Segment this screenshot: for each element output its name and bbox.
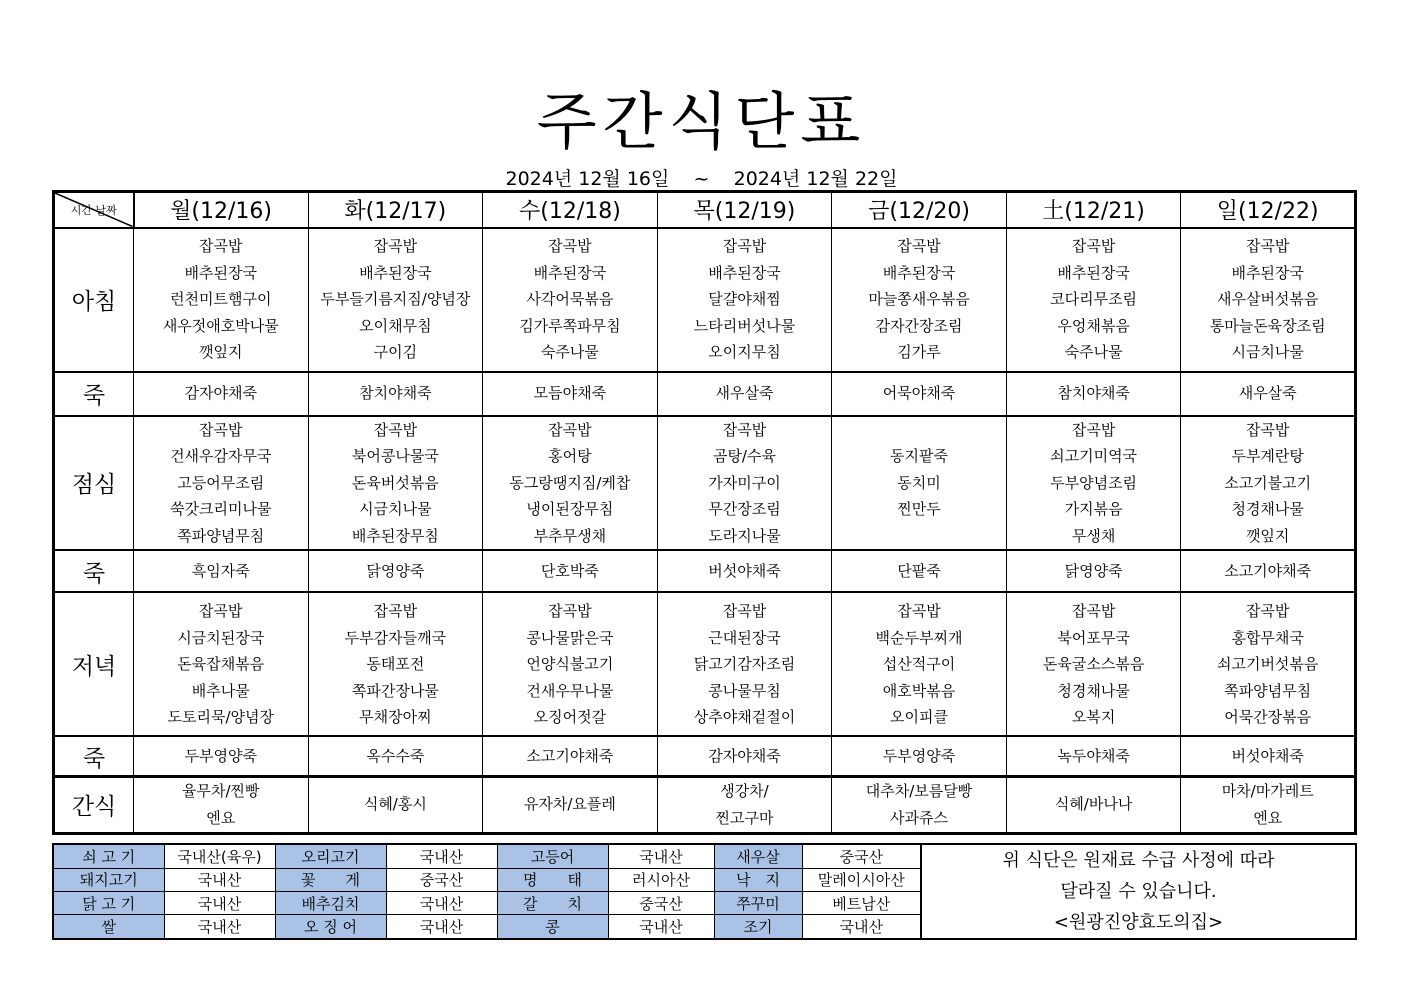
meal-label: 죽 bbox=[54, 550, 134, 592]
menu-cell bbox=[832, 592, 1007, 736]
menu-item: 오징어젓갈 bbox=[533, 708, 607, 727]
origin-value: 베트남산 bbox=[802, 891, 921, 914]
menu-item: 잡곡밥 bbox=[199, 420, 243, 439]
menu-item: 배추된장무침 bbox=[351, 526, 439, 545]
menu-cell: 새우살죽 bbox=[1181, 372, 1356, 416]
menu-cell bbox=[134, 776, 309, 833]
origin-label: 고등어 bbox=[497, 844, 608, 868]
menu-item: 숙주나물 bbox=[540, 343, 599, 362]
menu-cell: 버섯야채죽 bbox=[1181, 736, 1356, 776]
menu-item: 쪽파양념무침 bbox=[1224, 681, 1312, 700]
origin-value: 중국산 bbox=[802, 844, 921, 868]
origin-label: 쇠 고 기 bbox=[53, 844, 164, 868]
menu-item: 무생채 bbox=[1071, 526, 1116, 545]
origin-value: 국내산 bbox=[386, 891, 497, 914]
menu-item: 애호박볶음 bbox=[882, 681, 956, 700]
menu-item: 배추나물 bbox=[191, 681, 250, 700]
menu-cell bbox=[832, 776, 1007, 833]
menu-item: 대추차/보름달빵 bbox=[865, 781, 973, 800]
menu-cell: 감자야채죽 bbox=[657, 736, 832, 776]
menu-cell: 새우살죽 bbox=[657, 372, 832, 416]
menu-cell: 옥수수죽 bbox=[308, 736, 483, 776]
menu-cell bbox=[1181, 416, 1356, 551]
menu-item: 두부계란탕 bbox=[1231, 447, 1304, 466]
menu-cell: 흑임자죽 bbox=[134, 550, 309, 592]
menu-item: 가지볶음 bbox=[1064, 500, 1123, 519]
menu-item: 동그랑땡지짐/케찹 bbox=[509, 473, 631, 492]
menu-item: 달걀야채찜 bbox=[708, 290, 781, 309]
menu-item: 유자차/요플레 bbox=[523, 795, 616, 814]
menu-item: 잡곡밥 bbox=[722, 237, 767, 256]
menu-item: 두부들기름지짐/양념장 bbox=[320, 290, 471, 309]
menu-item: 잡곡밥 bbox=[897, 601, 941, 620]
menu-item: 가자미구이 bbox=[708, 473, 781, 492]
menu-cell bbox=[1181, 592, 1356, 736]
meal-label: 점심 bbox=[54, 416, 134, 551]
menu-cell bbox=[1006, 228, 1181, 372]
menu-item: 식혜/홍시 bbox=[363, 795, 427, 814]
menu-item: 잡곡밥 bbox=[1071, 420, 1116, 439]
menu-item: 도라지나물 bbox=[708, 526, 781, 545]
origin-label: 꽃 게 bbox=[275, 868, 386, 891]
menu-item: 부추무생채 bbox=[533, 526, 607, 545]
menu-item: 잡곡밥 bbox=[897, 237, 941, 256]
origin-row bbox=[53, 844, 1356, 868]
menu-item: 감자간장조림 bbox=[875, 316, 963, 335]
origin-table bbox=[52, 843, 1357, 940]
menu-cell: 모듬야채죽 bbox=[483, 372, 658, 416]
origin-value: 중국산 bbox=[386, 868, 497, 891]
menu-item: 콩나물무침 bbox=[708, 681, 781, 700]
menu-item: 배추된장국 bbox=[1231, 263, 1304, 282]
menu-item: 잡곡밥 bbox=[199, 601, 243, 620]
origin-label: 닭 고 기 bbox=[53, 891, 164, 914]
menu-item: 도토리묵/양념장 bbox=[167, 708, 275, 727]
menu-item: 잡곡밥 bbox=[548, 420, 592, 439]
origin-value: 국내산 bbox=[608, 844, 714, 868]
menu-item: 찐고구마 bbox=[715, 808, 774, 827]
menu-cell: 단호박죽 bbox=[483, 550, 658, 592]
menu-item: 백순두부찌개 bbox=[875, 628, 963, 647]
menu-cell bbox=[832, 416, 1007, 551]
corner-label: 시간 날짜 bbox=[70, 203, 117, 217]
menu-item: 잡곡밥 bbox=[373, 420, 418, 439]
menu-item: 잡곡밥 bbox=[548, 601, 592, 620]
menu-item: 배추된장국 bbox=[1057, 263, 1130, 282]
menu-item: 깻잎지 bbox=[1245, 526, 1290, 545]
menu-cell bbox=[483, 228, 658, 372]
origin-label: 쌀 bbox=[53, 915, 164, 939]
menu-item: 무채장아찌 bbox=[359, 708, 432, 727]
menu-item: 잡곡밥 bbox=[1071, 601, 1116, 620]
meal-row-juk2 bbox=[54, 550, 1356, 592]
menu-item: 오이채무침 bbox=[359, 316, 432, 335]
menu-item: 배추된장국 bbox=[533, 263, 607, 282]
menu-cell bbox=[308, 776, 483, 833]
day-header: 일(12/22) bbox=[1181, 192, 1356, 228]
menu-item: 건새우감자무국 bbox=[170, 447, 272, 466]
menu-item: 두부양념조림 bbox=[1050, 473, 1138, 492]
menu-item: 무간장조림 bbox=[708, 500, 781, 519]
meal-label: 죽 bbox=[54, 736, 134, 776]
menu-item bbox=[832, 523, 1006, 550]
menu-item: 오복지 bbox=[1071, 708, 1116, 727]
menu-item: 마차/마가레트 bbox=[1221, 781, 1314, 800]
menu-cell bbox=[657, 776, 832, 833]
menu-item: 율무차/찐빵 bbox=[182, 781, 260, 800]
menu-item: 쪽파간장나물 bbox=[351, 681, 439, 700]
date-start: 2024년 12월 16일 bbox=[505, 168, 670, 190]
menu-item: 돈육굴소스볶음 bbox=[1042, 655, 1145, 674]
origin-label: 콩 bbox=[497, 915, 608, 939]
day-header: 금(12/20) bbox=[832, 192, 1007, 228]
menu-item: 오이피클 bbox=[890, 708, 949, 727]
menu-item: 우엉채볶음 bbox=[1057, 316, 1130, 335]
menu-item: 냉이된장무침 bbox=[526, 500, 614, 519]
menu-item: 사각어묵볶음 bbox=[526, 290, 614, 309]
menu-cell: 참치야채죽 bbox=[1006, 372, 1181, 416]
menu-cell bbox=[657, 592, 832, 736]
origin-label: 쭈꾸미 bbox=[714, 891, 802, 914]
menu-item: 쇠고기버섯볶음 bbox=[1216, 655, 1319, 674]
menu-item: 두부감자들깨국 bbox=[344, 628, 447, 647]
origin-value: 국내산(육우) bbox=[164, 844, 275, 868]
meal-label: 아침 bbox=[54, 228, 134, 372]
menu-item: 잡곡밥 bbox=[1245, 601, 1290, 620]
menu-item: 돈육잡채볶음 bbox=[177, 655, 265, 674]
menu-item: 생강차/ bbox=[720, 781, 769, 800]
menu-item: 북어콩나물국 bbox=[351, 447, 439, 466]
menu-item: 잡곡밥 bbox=[1245, 420, 1290, 439]
menu-item: 잡곡밥 bbox=[1071, 237, 1116, 256]
menu-item: 김가루 bbox=[897, 343, 941, 362]
menu-cell: 닭영양죽 bbox=[1006, 550, 1181, 592]
menu-item: 배추된장국 bbox=[882, 263, 956, 282]
meal-label: 간식 bbox=[54, 776, 134, 833]
origin-label: 돼지고기 bbox=[53, 868, 164, 891]
menu-item: 동지팥죽 bbox=[890, 447, 949, 466]
menu-item: 쪽파양념무침 bbox=[177, 526, 265, 545]
corner-cell bbox=[54, 192, 134, 228]
menu-item: 잡곡밥 bbox=[199, 237, 243, 256]
origin-label: 오리고기 bbox=[275, 844, 386, 868]
origin-value: 국내산 bbox=[164, 915, 275, 939]
menu-item: 배추된장국 bbox=[359, 263, 432, 282]
menu-item: 동태포전 bbox=[366, 655, 425, 674]
header-row bbox=[54, 192, 1356, 228]
menu-item: 잡곡밥 bbox=[548, 237, 592, 256]
menu-item: 오이지무침 bbox=[708, 343, 781, 362]
menu-item: 느타리버섯나물 bbox=[693, 316, 796, 335]
menu-item: 잡곡밥 bbox=[373, 601, 418, 620]
origin-label: 배추김치 bbox=[275, 891, 386, 914]
menu-cell bbox=[657, 416, 832, 551]
menu-cell bbox=[134, 228, 309, 372]
meal-row-snack bbox=[54, 776, 1356, 833]
menu-cell: 두부영양죽 bbox=[832, 736, 1007, 776]
menu-item: 잡곡밥 bbox=[373, 237, 418, 256]
menu-cell bbox=[1181, 776, 1356, 833]
menu-item: 쇠고기미역국 bbox=[1050, 447, 1138, 466]
menu-item: 엔요 bbox=[1253, 808, 1283, 827]
origin-value: 국내산 bbox=[386, 915, 497, 939]
date-range bbox=[0, 164, 1403, 191]
menu-cell bbox=[1006, 416, 1181, 551]
menu-item: 곰탕/수육 bbox=[712, 447, 776, 466]
menu-item: 쑥갓크리미나물 bbox=[170, 500, 272, 519]
origin-label: 낙 지 bbox=[714, 868, 802, 891]
origin-value: 중국산 bbox=[608, 891, 714, 914]
day-header: 월(12/16) bbox=[134, 192, 309, 228]
menu-item: 잡곡밥 bbox=[1245, 237, 1290, 256]
menu-item: 사과쥬스 bbox=[890, 808, 949, 827]
menu-item: 새우젓애호박나물 bbox=[162, 316, 279, 335]
menu-item: 잡곡밥 bbox=[722, 420, 767, 439]
meal-label: 죽 bbox=[54, 372, 134, 416]
menu-item: 북어포무국 bbox=[1057, 628, 1130, 647]
meal-label: 저녁 bbox=[54, 592, 134, 736]
notice-line: 달라질 수 있습니다. bbox=[1060, 881, 1217, 902]
menu-cell bbox=[134, 416, 309, 551]
day-header: 목(12/19) bbox=[657, 192, 832, 228]
notice-line: <원광진양효도의집> bbox=[1053, 912, 1224, 933]
menu-item: 배추된장국 bbox=[184, 263, 257, 282]
menu-cell bbox=[832, 228, 1007, 372]
menu-item: 시금치나물 bbox=[359, 500, 432, 519]
menu-cell bbox=[308, 228, 483, 372]
origin-label: 갈 치 bbox=[497, 891, 608, 914]
menu-item: 상추야채겉절이 bbox=[693, 708, 796, 727]
menu-item: 돈육버섯볶음 bbox=[351, 473, 439, 492]
menu-cell: 두부영양죽 bbox=[134, 736, 309, 776]
menu-item: 통마늘돈육장조림 bbox=[1209, 316, 1326, 335]
menu-cell: 단팥죽 bbox=[832, 550, 1007, 592]
origin-value: 국내산 bbox=[608, 915, 714, 939]
menu-item: 시금치된장국 bbox=[177, 628, 265, 647]
meal-row-lunch bbox=[54, 416, 1356, 551]
notice-text bbox=[921, 844, 1356, 939]
menu-item: 숙주나물 bbox=[1064, 343, 1123, 362]
menu-item: 마늘쫑새우볶음 bbox=[868, 290, 970, 309]
menu-item: 깻잎지 bbox=[199, 343, 243, 362]
origin-label: 새우살 bbox=[714, 844, 802, 868]
weekly-menu-table bbox=[52, 190, 1357, 835]
menu-item: 구이김 bbox=[373, 343, 418, 362]
origin-value: 국내산 bbox=[802, 915, 921, 939]
menu-cell bbox=[483, 416, 658, 551]
origin-label: 명 태 bbox=[497, 868, 608, 891]
menu-item: 배추된장국 bbox=[708, 263, 781, 282]
menu-cell bbox=[483, 592, 658, 736]
day-header: 화(12/17) bbox=[308, 192, 483, 228]
date-end: 2024년 12월 22일 bbox=[733, 168, 898, 190]
menu-cell: 소고기야채죽 bbox=[483, 736, 658, 776]
menu-item: 고등어무조림 bbox=[177, 473, 265, 492]
menu-item: 건새우무나물 bbox=[526, 681, 614, 700]
menu-cell bbox=[657, 228, 832, 372]
origin-value: 국내산 bbox=[164, 891, 275, 914]
menu-item: 새우살버섯볶음 bbox=[1216, 290, 1319, 309]
menu-item: 닭고기감자조림 bbox=[693, 655, 796, 674]
origin-value: 국내산 bbox=[386, 844, 497, 868]
menu-cell: 버섯야채죽 bbox=[657, 550, 832, 592]
menu-cell bbox=[1006, 776, 1181, 833]
menu-cell: 녹두야채죽 bbox=[1006, 736, 1181, 776]
meal-row-juk3 bbox=[54, 736, 1356, 776]
menu-item: 런천미트햄구이 bbox=[170, 290, 272, 309]
meal-row-breakfast bbox=[54, 228, 1356, 372]
meal-row-juk1 bbox=[54, 372, 1356, 416]
menu-item: 김가루쪽파무침 bbox=[519, 316, 621, 335]
menu-item: 청경채나물 bbox=[1057, 681, 1130, 700]
date-separator: ~ bbox=[693, 168, 710, 190]
menu-cell: 참치야채죽 bbox=[308, 372, 483, 416]
menu-cell bbox=[483, 776, 658, 833]
menu-cell: 감자야채죽 bbox=[134, 372, 309, 416]
menu-item: 섭산적구이 bbox=[882, 655, 956, 674]
origin-label: 조기 bbox=[714, 915, 802, 939]
menu-cell bbox=[308, 416, 483, 551]
menu-item: 청경채나물 bbox=[1231, 500, 1304, 519]
menu-item: 식혜/바나나 bbox=[1054, 795, 1133, 814]
menu-cell: 소고기야채죽 bbox=[1181, 550, 1356, 592]
page-title: 주간식단표 bbox=[536, 85, 867, 158]
menu-cell bbox=[308, 592, 483, 736]
menu-item: 콩나물맑은국 bbox=[526, 628, 614, 647]
origin-value: 국내산 bbox=[164, 868, 275, 891]
menu-item: 엔요 bbox=[206, 808, 236, 827]
menu-item: 동치미 bbox=[897, 473, 941, 492]
menu-item: 홍어탕 bbox=[548, 447, 592, 466]
menu-item: 홍합무채국 bbox=[1231, 628, 1304, 647]
menu-item: 소고기불고기 bbox=[1224, 473, 1312, 492]
menu-cell bbox=[1006, 592, 1181, 736]
meal-row-dinner bbox=[54, 592, 1356, 736]
menu-item: 시금치나물 bbox=[1231, 343, 1304, 362]
menu-item bbox=[832, 417, 1006, 444]
day-header: 수(12/18) bbox=[483, 192, 658, 228]
menu-item: 언양식불고기 bbox=[526, 655, 614, 674]
menu-cell: 어묵야채죽 bbox=[832, 372, 1007, 416]
notice-line: 위 식단은 원재료 수급 사정에 따라 bbox=[1002, 850, 1275, 871]
day-header: 土(12/21) bbox=[1006, 192, 1181, 228]
menu-item: 코다리무조림 bbox=[1050, 290, 1138, 309]
origin-label: 오 징 어 bbox=[275, 915, 386, 939]
menu-item: 찐만두 bbox=[897, 500, 941, 519]
menu-cell bbox=[134, 592, 309, 736]
origin-value: 러시아산 bbox=[608, 868, 714, 891]
menu-cell: 닭영양죽 bbox=[308, 550, 483, 592]
menu-item: 어묵간장볶음 bbox=[1224, 708, 1312, 727]
menu-cell bbox=[1181, 228, 1356, 372]
menu-item: 근대된장국 bbox=[708, 628, 781, 647]
origin-value: 말레이시아산 bbox=[802, 868, 921, 891]
menu-item: 잡곡밥 bbox=[722, 601, 767, 620]
